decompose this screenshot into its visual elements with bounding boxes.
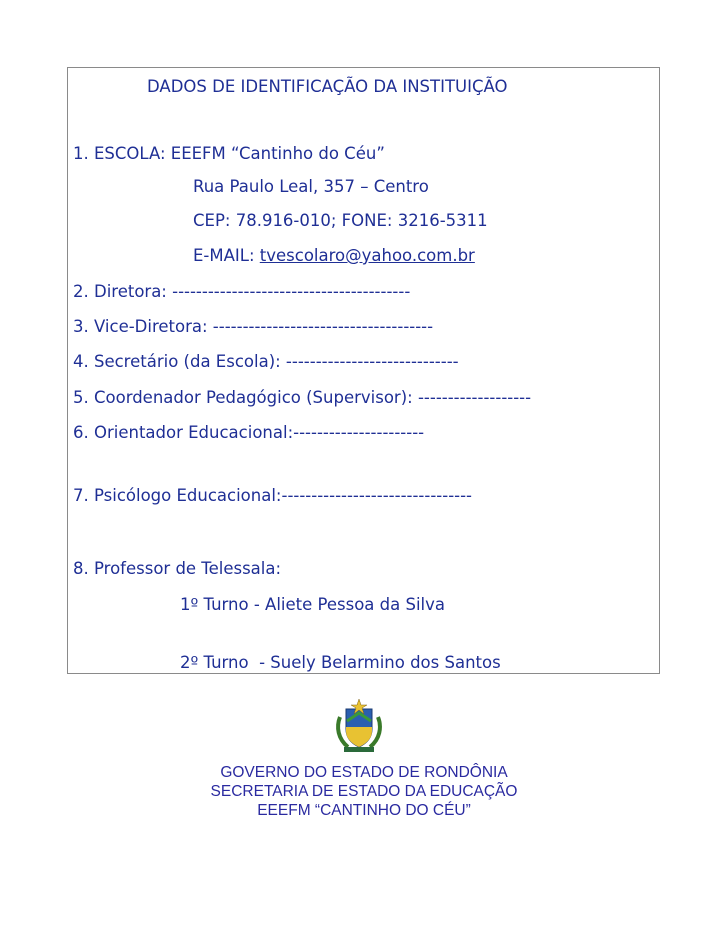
- psicologo-line: 7. Psicólogo Educacional:--------------------------------: [73, 486, 473, 505]
- professor-line: 8. Professor de Telessala:: [73, 559, 282, 578]
- vice-diretora-line: 3. Vice-Diretora: -------------------------------------: [73, 317, 434, 336]
- address-line: Rua Paulo Leal, 357 – Centro: [193, 177, 429, 196]
- email-label: E-MAIL:: [193, 246, 260, 265]
- document-heading: DADOS DE IDENTIFICAÇÃO DA INSTITUIÇÃO: [147, 77, 508, 96]
- turno2-line: 2º Turno - Suely Belarmino dos Santos: [180, 653, 501, 672]
- coordenador-line: 5. Coordenador Pedagógico (Supervisor): -------------------: [73, 388, 532, 407]
- orientador-line: 6. Orientador Educacional:----------------------: [73, 423, 425, 442]
- footer-line-2: SECRETARIA DE ESTADO DA EDUCAÇÃO: [210, 783, 518, 800]
- cep-phone-line: CEP: 78.916-010; FONE: 3216-5311: [193, 211, 488, 230]
- email-line: [193, 246, 475, 266]
- email-link[interactable]: tvescolaro@yahoo.com.br: [259, 246, 475, 265]
- footer-line-3: EEEFM “CANTINHO DO CÉU”: [257, 802, 471, 819]
- secretario-line: 4. Secretário (da Escola): -----------------------------: [73, 352, 459, 371]
- escola-line: 1. ESCOLA: EEEFM “Cantinho do Céu”: [73, 144, 385, 163]
- state-coat-of-arms-icon: [330, 697, 388, 755]
- turno1-line: 1º Turno - Aliete Pessoa da Silva: [180, 595, 446, 614]
- footer-line-1: GOVERNO DO ESTADO DE RONDÔNIA: [220, 764, 508, 781]
- diretora-line: 2. Diretora: ----------------------------------------: [73, 282, 411, 301]
